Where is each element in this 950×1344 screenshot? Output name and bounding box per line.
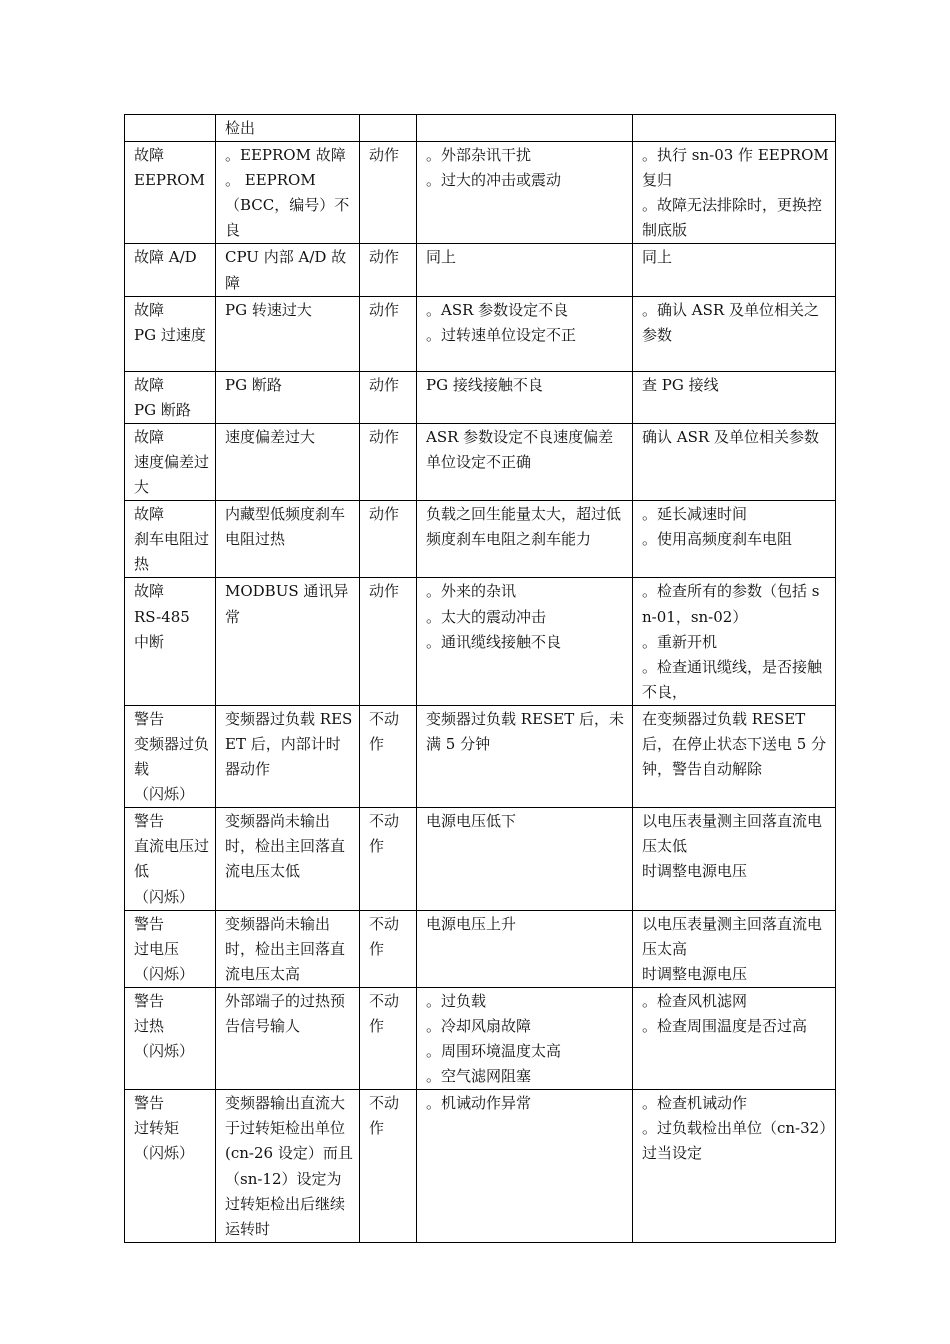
cause-cell: 电源电压上升 [417,910,633,987]
cause-cell: 。ASR 参数设定不良 。过转速单位设定不正 [417,296,633,371]
detection-condition-cell: PG 断路 [216,371,360,423]
table-row [125,578,836,705]
remedy-cell: 在变频器过负载 RESET 后，在停止状态下送电 5 分钟，警告自动解除 [633,705,836,807]
table-row [125,808,836,910]
motor-action-cell: 动作 [360,371,417,423]
motor-action-cell [360,115,417,142]
cause-cell: 负载之回生能量太大，超过低频度刹车电阻之刹车能力 [417,501,633,578]
detection-condition-cell: 外部端子的过热预告信号输人 [216,987,360,1089]
fault-name-cell: 故障 刹车电阻过热 [125,501,216,578]
table-row [125,296,836,371]
detection-condition-cell: 变频器尚未输出时，检出主回落直流电压太高 [216,910,360,987]
table-row [125,142,836,244]
fault-name-cell: 故障 PG 过速度 [125,296,216,371]
table-row [125,705,836,807]
cause-cell: 。过负载 。冷却风扇故障 。周围环境温度太高 。空气滤网阻塞 [417,987,633,1089]
detection-condition-cell: 速度偏差过大 [216,423,360,500]
remedy-cell [633,115,836,142]
detection-condition-cell: 检出 [216,115,360,142]
remedy-cell: 确认 ASR 及单位相关参数 [633,423,836,500]
remedy-cell: 查 PG 接线 [633,371,836,423]
cause-cell: 。机诫动作异常 [417,1090,633,1243]
fault-name-cell: 警告 过电压 （闪烁） [125,910,216,987]
cause-cell: 电源电压低下 [417,808,633,910]
table-row [125,987,836,1089]
cause-cell: PG 接线接触不良 [417,371,633,423]
detection-condition-cell: 内藏型低频度刹车电阻过热 [216,501,360,578]
fault-name-cell: 故障 A/D [125,244,216,296]
table-row [125,371,836,423]
motor-action-cell: 动作 [360,423,417,500]
motor-action-cell: 不动作 [360,705,417,807]
table-row [125,244,836,296]
cause-cell [417,115,633,142]
detection-condition-cell: PG 转速过大 [216,296,360,371]
remedy-cell: 以电压表量测主回落直流电压太低 时调整电源电压 [633,808,836,910]
fault-name-cell: 警告 变频器过负载 （闪烁） [125,705,216,807]
table-row [125,910,836,987]
table-row [125,423,836,500]
remedy-cell: 。执行 sn-03 作 EEPROM 复归 。故障无法排除时，更换控制底版 [633,142,836,244]
motor-action-cell: 不动作 [360,987,417,1089]
detection-condition-cell: 变频器过负载 RESET 后，内部计时器动作 [216,705,360,807]
fault-name-cell: 故障 EEPROM [125,142,216,244]
fault-table [124,114,836,1243]
fault-name-cell [125,115,216,142]
table-row [125,1090,836,1243]
remedy-cell: 同上 [633,244,836,296]
cause-cell: 。外来的杂讯 。太大的震动冲击 。通讯缆线接触不良 [417,578,633,705]
fault-name-cell: 故障 RS-485 中断 [125,578,216,705]
motor-action-cell: 动作 [360,244,417,296]
remedy-cell: 。检查所有的参数（包括 sn-01，sn-02） 。重新开机 。检查通讯缆线，是否接触不良， [633,578,836,705]
detection-condition-cell: 。EEPROM 故障 。 EEPROM （BCC，编号）不良 [216,142,360,244]
remedy-cell: 。确认 ASR 及单位相关之参数 [633,296,836,371]
table-row [125,115,836,142]
remedy-cell: 。延长减速时间 。使用高频度刹车电阻 [633,501,836,578]
detection-condition-cell: 变频器尚未输出时，检出主回落直流电压太低 [216,808,360,910]
fault-name-cell: 故障 速度偏差过大 [125,423,216,500]
motor-action-cell: 动作 [360,296,417,371]
cause-cell: 变频器过负载 RESET 后，未满 5 分钟 [417,705,633,807]
cause-cell: ASR 参数设定不良速度偏差单位设定不正确 [417,423,633,500]
motor-action-cell: 动作 [360,142,417,244]
motor-action-cell: 动作 [360,578,417,705]
detection-condition-cell: CPU 内部 A/D 故障 [216,244,360,296]
remedy-cell: 以电压表量测主回落直流电压太高 时调整电源电压 [633,910,836,987]
cause-cell: 。外部杂讯干扰 。过大的冲击或震动 [417,142,633,244]
remedy-cell: 。检查机诫动作 。过负载检出单位（cn-32）过当设定 [633,1090,836,1243]
cause-cell: 同上 [417,244,633,296]
detection-condition-cell: 变频器输出直流大于过转矩检出单位(cn-26 设定）而且（sn-12）设定为过转矩检出后继续运转时 [216,1090,360,1243]
motor-action-cell: 不动作 [360,910,417,987]
fault-name-cell: 警告 过热 （闪烁） [125,987,216,1089]
motor-action-cell: 不动作 [360,808,417,910]
motor-action-cell: 不动作 [360,1090,417,1243]
table-row [125,501,836,578]
fault-name-cell: 警告 过转矩 （闪烁） [125,1090,216,1243]
fault-name-cell: 故障 PG 断路 [125,371,216,423]
fault-name-cell: 警告 直流电压过低 （闪烁） [125,808,216,910]
remedy-cell: 。检查风机滤网 。检查周围温度是否过高 [633,987,836,1089]
detection-condition-cell: MODBUS 通讯异常 [216,578,360,705]
motor-action-cell: 动作 [360,501,417,578]
